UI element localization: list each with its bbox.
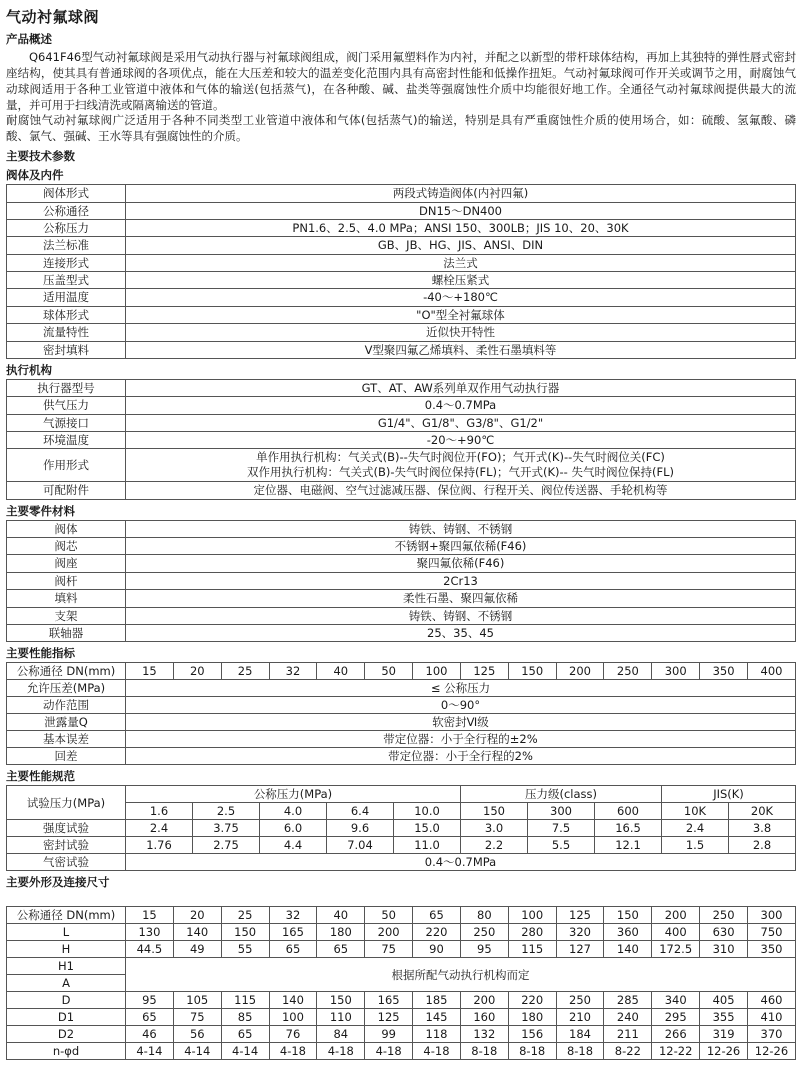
table-row bbox=[7, 202, 796, 219]
actuator-heading: 执行机构 bbox=[6, 362, 52, 377]
dn-value: 32 bbox=[269, 907, 317, 924]
row-value: 软密封Ⅵ级 bbox=[126, 714, 796, 731]
dn-value: 300 bbox=[652, 663, 700, 680]
cell-value: 6.0 bbox=[260, 820, 327, 837]
dn-value: 150 bbox=[604, 907, 652, 924]
cell-value: 180 bbox=[508, 1009, 556, 1026]
cell-value: 460 bbox=[747, 992, 795, 1009]
row-label: D2 bbox=[7, 1026, 126, 1043]
dn-value: 32 bbox=[269, 663, 317, 680]
cell-value: 400 bbox=[652, 924, 700, 941]
cell-value: 84 bbox=[317, 1026, 365, 1043]
dn-value: 200 bbox=[556, 663, 604, 680]
cell-value: 65 bbox=[126, 1009, 174, 1026]
cell-value: 44.5 bbox=[126, 941, 174, 958]
cell-value: 115 bbox=[221, 992, 269, 1009]
row-value: ≤ 公称压力 bbox=[126, 680, 796, 697]
material-table bbox=[6, 520, 796, 643]
row-label: 公称通径 bbox=[7, 202, 126, 219]
cell-value: 4.4 bbox=[260, 837, 327, 854]
row-value: 法兰式 bbox=[126, 254, 796, 271]
row-value: 25、35、45 bbox=[126, 624, 796, 641]
row-label: 供气压力 bbox=[7, 397, 126, 414]
cell-value: 1.76 bbox=[126, 837, 193, 854]
cell-value: 250 bbox=[460, 924, 508, 941]
row-label: 环境温度 bbox=[7, 432, 126, 449]
cell-value: 410 bbox=[747, 1009, 795, 1026]
row-value: 0.4～0.7MPa bbox=[126, 397, 796, 414]
cell-value: 95 bbox=[460, 941, 508, 958]
row-value: 2Cr13 bbox=[126, 572, 796, 589]
row-label: 气源接口 bbox=[7, 414, 126, 431]
cell-value: 295 bbox=[652, 1009, 700, 1026]
row-label: D1 bbox=[7, 1009, 126, 1026]
row-label: 压盖型式 bbox=[7, 272, 126, 289]
cell-value: 140 bbox=[269, 992, 317, 1009]
table-row bbox=[7, 958, 796, 975]
table-row bbox=[7, 924, 796, 941]
cell-value: 150 bbox=[221, 924, 269, 941]
cell-value: 90 bbox=[413, 941, 461, 958]
table-row bbox=[7, 432, 796, 449]
column-header: 4.0 bbox=[260, 803, 327, 820]
cell-value: 85 bbox=[221, 1009, 269, 1026]
cell-value: 340 bbox=[652, 992, 700, 1009]
cell-value: 12-26 bbox=[700, 1043, 748, 1060]
row-label: 密封试验 bbox=[7, 837, 126, 854]
table-row bbox=[7, 837, 796, 854]
table-row bbox=[7, 820, 796, 837]
cell-value: 4-18 bbox=[365, 1043, 413, 1060]
table-row bbox=[7, 1009, 796, 1026]
cell-value: 630 bbox=[700, 924, 748, 941]
row-label: 阀体 bbox=[7, 520, 126, 537]
row-value: 根据所配气动执行机构而定 bbox=[126, 958, 796, 992]
cell-value: 319 bbox=[700, 1026, 748, 1043]
group-header: JIS(K) bbox=[662, 786, 796, 803]
row-label: 联轴器 bbox=[7, 624, 126, 641]
row-value: 铸铁、铸钢、不锈钢 bbox=[126, 520, 796, 537]
cell-value: 8-22 bbox=[604, 1043, 652, 1060]
dn-value: 300 bbox=[747, 907, 795, 924]
table-row bbox=[7, 680, 796, 697]
cell-value: 2.4 bbox=[126, 820, 193, 837]
row-value: -20～+90℃ bbox=[126, 432, 796, 449]
row-value bbox=[126, 449, 796, 482]
cell-value: 75 bbox=[173, 1009, 221, 1026]
actuator-table-body bbox=[7, 379, 796, 499]
table-row bbox=[7, 854, 796, 871]
row-label: n-φd bbox=[7, 1043, 126, 1060]
column-header: 6.4 bbox=[327, 803, 394, 820]
cell-value: 370 bbox=[747, 1026, 795, 1043]
cell-value: 160 bbox=[460, 1009, 508, 1026]
row-label: D bbox=[7, 992, 126, 1009]
cell-value: 355 bbox=[700, 1009, 748, 1026]
cell-value: 250 bbox=[556, 992, 604, 1009]
row-label: 阀体形式 bbox=[7, 185, 126, 202]
cell-value: 750 bbox=[747, 924, 795, 941]
cell-value: 280 bbox=[508, 924, 556, 941]
row-value: 不锈钢+聚四氟依稀(F46) bbox=[126, 538, 796, 555]
cell-value: 4-18 bbox=[269, 1043, 317, 1060]
cell-value: 320 bbox=[556, 924, 604, 941]
cell-value: 2.8 bbox=[729, 837, 796, 854]
row-value: 定位器、电磁阀、空气过滤减压器、保位阀、行程开关、阀位传送器、手轮机构等 bbox=[126, 482, 796, 499]
row-label: 密封填料 bbox=[7, 341, 126, 358]
row-value: DN15～DN400 bbox=[126, 202, 796, 219]
row-value: 铸铁、铸钢、不锈钢 bbox=[126, 607, 796, 624]
performance-heading: 主要性能指标 bbox=[6, 646, 75, 661]
column-header: 10K bbox=[662, 803, 729, 820]
column-header: 300 bbox=[528, 803, 595, 820]
cell-value: 266 bbox=[652, 1026, 700, 1043]
actuator-table bbox=[6, 379, 796, 500]
row-value: GT、AT、AW系列单双作用气动执行器 bbox=[126, 379, 796, 396]
cell-value: 46 bbox=[126, 1026, 174, 1043]
dn-header-label: 公称通径 DN(mm) bbox=[7, 907, 126, 924]
cell-value: 165 bbox=[269, 924, 317, 941]
cell-value: 8-18 bbox=[460, 1043, 508, 1060]
row-value: 聚四氟依稀(F46) bbox=[126, 555, 796, 572]
cell-value: 49 bbox=[173, 941, 221, 958]
cell-value: 210 bbox=[556, 1009, 604, 1026]
row-value: 柔性石墨、聚四氟依稀 bbox=[126, 590, 796, 607]
row-label: 公称压力 bbox=[7, 219, 126, 236]
cell-value: 12-26 bbox=[747, 1043, 795, 1060]
cell-value: 115 bbox=[508, 941, 556, 958]
table-header-row bbox=[7, 907, 796, 924]
row-value: V型聚四氟乙烯填料、柔性石墨填料等 bbox=[126, 341, 796, 358]
cell-value: 4-18 bbox=[413, 1043, 461, 1060]
cell-value: 3.0 bbox=[461, 820, 528, 837]
row-label: 动作范围 bbox=[7, 697, 126, 714]
table-row bbox=[7, 697, 796, 714]
cell-value: 95 bbox=[126, 992, 174, 1009]
cell-value: 127 bbox=[556, 941, 604, 958]
cell-value: 11.0 bbox=[394, 837, 461, 854]
table-row bbox=[7, 482, 796, 499]
row-label: 法兰标准 bbox=[7, 237, 126, 254]
row-label: L bbox=[7, 924, 126, 941]
row-value: G1/4"、G1/8"、G3/8"、G1/2" bbox=[126, 414, 796, 431]
table-row bbox=[7, 992, 796, 1009]
row-value: 近似快开特性 bbox=[126, 324, 796, 341]
dn-value: 25 bbox=[221, 907, 269, 924]
dn-value: 15 bbox=[126, 907, 174, 924]
cell-value: 2.2 bbox=[461, 837, 528, 854]
table-row bbox=[7, 624, 796, 641]
cell-value: 360 bbox=[604, 924, 652, 941]
row-value: 带定位器：小于全行程的2% bbox=[126, 748, 796, 765]
cell-value: 8-18 bbox=[508, 1043, 556, 1060]
table-row bbox=[7, 572, 796, 589]
dn-value: 20 bbox=[173, 663, 221, 680]
row-label: 流量特性 bbox=[7, 324, 126, 341]
cell-value: 130 bbox=[126, 924, 174, 941]
table-row bbox=[7, 520, 796, 537]
valve-body-table-body bbox=[7, 185, 796, 359]
row-label: H1 bbox=[7, 958, 126, 975]
table-row bbox=[7, 237, 796, 254]
cell-value: 9.6 bbox=[327, 820, 394, 837]
column-header: 20K bbox=[729, 803, 796, 820]
row-value: 两段式铸造阀体(内衬四氟) bbox=[126, 185, 796, 202]
column-header: 600 bbox=[595, 803, 662, 820]
column-header: 1.6 bbox=[126, 803, 193, 820]
cell-value: 285 bbox=[604, 992, 652, 1009]
row-label: 阀杆 bbox=[7, 572, 126, 589]
cell-value: 5.5 bbox=[528, 837, 595, 854]
dn-value: 100 bbox=[413, 663, 461, 680]
spec-heading: 主要性能规范 bbox=[6, 769, 75, 784]
table-row bbox=[7, 254, 796, 271]
table-row bbox=[7, 607, 796, 624]
table-row bbox=[7, 289, 796, 306]
dn-value: 200 bbox=[652, 907, 700, 924]
dn-value: 125 bbox=[460, 663, 508, 680]
row-label: 回差 bbox=[7, 748, 126, 765]
table-row bbox=[7, 538, 796, 555]
dn-value: 250 bbox=[700, 907, 748, 924]
cell-value: 310 bbox=[700, 941, 748, 958]
row-label: 基本误差 bbox=[7, 731, 126, 748]
dn-value: 100 bbox=[508, 907, 556, 924]
row-value: 0～90° bbox=[126, 697, 796, 714]
cell-value: 65 bbox=[269, 941, 317, 958]
cell-value: 15.0 bbox=[394, 820, 461, 837]
row-label: 泄露量Q bbox=[7, 714, 126, 731]
table-row bbox=[7, 590, 796, 607]
row-label: 执行器型号 bbox=[7, 379, 126, 396]
table-row bbox=[7, 324, 796, 341]
spec-pressure-table bbox=[6, 785, 796, 871]
cell-value: 4-14 bbox=[173, 1043, 221, 1060]
cell-value: 150 bbox=[317, 992, 365, 1009]
table-row bbox=[7, 941, 796, 958]
cell-value: 7.5 bbox=[528, 820, 595, 837]
row-value: 0.4～0.7MPa bbox=[126, 854, 796, 871]
cell-value: 99 bbox=[365, 1026, 413, 1043]
table-row bbox=[7, 185, 796, 202]
action-form-line-1: 单作用执行机构：气关式(B)--失气时阀位开(FO)；气开式(K)--失气时阀位关(FC) bbox=[256, 450, 665, 465]
cell-value: 220 bbox=[413, 924, 461, 941]
cell-value: 184 bbox=[556, 1026, 604, 1043]
table-row bbox=[7, 714, 796, 731]
cell-value: 55 bbox=[221, 941, 269, 958]
group-header: 压力级(class) bbox=[461, 786, 662, 803]
table-header-row bbox=[7, 803, 796, 820]
cell-value: 75 bbox=[365, 941, 413, 958]
table-row bbox=[7, 306, 796, 323]
row-label: 球体形式 bbox=[7, 306, 126, 323]
cell-value: 118 bbox=[413, 1026, 461, 1043]
table-row bbox=[7, 341, 796, 358]
test-pressure-label: 试验压力(MPa) bbox=[7, 786, 126, 820]
table-row-action-form bbox=[7, 449, 796, 482]
row-label: 强度试验 bbox=[7, 820, 126, 837]
column-header: 150 bbox=[461, 803, 528, 820]
table-row bbox=[7, 555, 796, 572]
cell-value: 350 bbox=[747, 941, 795, 958]
row-label: 连接形式 bbox=[7, 254, 126, 271]
dn-value: 125 bbox=[556, 907, 604, 924]
cell-value: 12.1 bbox=[595, 837, 662, 854]
cell-value: 7.04 bbox=[327, 837, 394, 854]
row-label: 填料 bbox=[7, 590, 126, 607]
cell-value: 56 bbox=[173, 1026, 221, 1043]
cell-value: 211 bbox=[604, 1026, 652, 1043]
dn-value: 350 bbox=[700, 663, 748, 680]
cell-value: 165 bbox=[365, 992, 413, 1009]
dn-value: 25 bbox=[221, 663, 269, 680]
cell-value: 220 bbox=[508, 992, 556, 1009]
dn-header-label: 公称通径 DN(mm) bbox=[7, 663, 126, 680]
row-label: 可配附件 bbox=[7, 482, 126, 499]
body-and-internals-heading: 阀体及内件 bbox=[6, 168, 64, 183]
cell-value: 132 bbox=[460, 1026, 508, 1043]
column-header: 10.0 bbox=[394, 803, 461, 820]
overview-paragraph-1: Q641F46型气动衬氟球阀是采用气动执行器与衬氟球阀组成，阀门采用氟塑料作为内衬，并配之以新型的带杆球体结构，再加上其独特的弹性唇式密封座结构，使其具有普通球阀的各项优点，能在大压差和较大的温差变化范围内具有高密封性能和低操作扭矩。气动衬氟球阀可作开关或调节之用，耐腐蚀气动球阀适用于各种工业管道中液体和气体的输送(包括蒸气)，在各种酸、碱、盐类等强腐蚀性介质中均能很好地工作。全通径气动衬氟球阀提供最大的流量，并可用于扫线清洗或隔离输送的管道。 bbox=[6, 50, 796, 112]
row-label: 支架 bbox=[7, 607, 126, 624]
overview-heading: 产品概述 bbox=[6, 32, 52, 46]
spec-pressure-table-body bbox=[7, 786, 796, 871]
cell-value: 3.75 bbox=[193, 820, 260, 837]
row-label: A bbox=[7, 975, 126, 992]
cell-value: 172.5 bbox=[652, 941, 700, 958]
table-row bbox=[7, 397, 796, 414]
table-row bbox=[7, 414, 796, 431]
row-value: GB、JB、HG、JIS、ANSI、DIN bbox=[126, 237, 796, 254]
cell-value: 125 bbox=[365, 1009, 413, 1026]
row-label: 气密试验 bbox=[7, 854, 126, 871]
material-heading: 主要零件材料 bbox=[6, 503, 75, 518]
row-label: 允许压差(MPa) bbox=[7, 680, 126, 697]
row-value: PN1.6、2.5、4.0 MPa；ANSI 150、300LB；JIS 10、20、30K bbox=[126, 219, 796, 236]
row-value: -40～+180℃ bbox=[126, 289, 796, 306]
cell-value: 4-14 bbox=[126, 1043, 174, 1060]
row-value: "O"型全衬氟球体 bbox=[126, 306, 796, 323]
table-header-row bbox=[7, 663, 796, 680]
dn-value: 50 bbox=[365, 663, 413, 680]
table-row bbox=[7, 1043, 796, 1060]
cell-value: 110 bbox=[317, 1009, 365, 1026]
dn-value: 20 bbox=[173, 907, 221, 924]
cell-value: 65 bbox=[221, 1026, 269, 1043]
table-row bbox=[7, 379, 796, 396]
cell-value: 200 bbox=[365, 924, 413, 941]
table-header-row bbox=[7, 786, 796, 803]
dimensions-spacer bbox=[6, 891, 796, 905]
table-row bbox=[7, 272, 796, 289]
cell-value: 100 bbox=[269, 1009, 317, 1026]
dn-value: 400 bbox=[747, 663, 795, 680]
dimensions-table-body bbox=[7, 907, 796, 1060]
table-row bbox=[7, 1026, 796, 1043]
cell-value: 65 bbox=[317, 941, 365, 958]
cell-value: 1.5 bbox=[662, 837, 729, 854]
row-label: 阀芯 bbox=[7, 538, 126, 555]
table-row bbox=[7, 219, 796, 236]
cell-value: 240 bbox=[604, 1009, 652, 1026]
dn-value: 80 bbox=[460, 907, 508, 924]
cell-value: 76 bbox=[269, 1026, 317, 1043]
cell-value: 140 bbox=[173, 924, 221, 941]
dn-value: 40 bbox=[317, 663, 365, 680]
group-header: 公称压力(MPa) bbox=[126, 786, 461, 803]
column-header: 2.5 bbox=[193, 803, 260, 820]
cell-value: 180 bbox=[317, 924, 365, 941]
cell-value: 4-18 bbox=[317, 1043, 365, 1060]
cell-value: 185 bbox=[413, 992, 461, 1009]
dimensions-heading: 主要外形及连接尺寸 bbox=[6, 875, 110, 890]
cell-value: 405 bbox=[700, 992, 748, 1009]
cell-value: 16.5 bbox=[595, 820, 662, 837]
cell-value: 145 bbox=[413, 1009, 461, 1026]
cell-value: 105 bbox=[173, 992, 221, 1009]
performance-table bbox=[6, 662, 796, 765]
dn-value: 150 bbox=[508, 663, 556, 680]
dn-value: 250 bbox=[604, 663, 652, 680]
cell-value: 156 bbox=[508, 1026, 556, 1043]
cell-value: 8-18 bbox=[556, 1043, 604, 1060]
table-row bbox=[7, 731, 796, 748]
row-label: 适用温度 bbox=[7, 289, 126, 306]
cell-value: 4-14 bbox=[221, 1043, 269, 1060]
action-form-line-2: 双作用执行机构：气关式(B)-失气时阀位保持(FL)；气开式(K)-- 失气时阀位保持(FL) bbox=[247, 465, 674, 480]
row-value: 带定位器：小于全行程的±2% bbox=[126, 731, 796, 748]
overview-paragraph-2: 耐腐蚀气动衬氟球阀广泛适用于各种不同类型工业管道中液体和气体(包括蒸气)的输送，特别是具有严重腐蚀性介质的使用场合，如：硫酸、氢氟酸、磷酸、氯气、强碱、王水等具有强腐蚀性的介质。 bbox=[6, 113, 796, 144]
dimensions-table bbox=[6, 906, 796, 1060]
row-label: H bbox=[7, 941, 126, 958]
page-title: 气动衬氟球阀 bbox=[6, 8, 100, 26]
tech-params-heading: 主要技术参数 bbox=[6, 149, 75, 164]
cell-value: 140 bbox=[604, 941, 652, 958]
cell-value: 2.4 bbox=[662, 820, 729, 837]
dn-value: 50 bbox=[365, 907, 413, 924]
table-row bbox=[7, 748, 796, 765]
performance-table-body bbox=[7, 663, 796, 765]
row-label: 阀座 bbox=[7, 555, 126, 572]
cell-value: 200 bbox=[460, 992, 508, 1009]
cell-value: 2.75 bbox=[193, 837, 260, 854]
dn-value: 40 bbox=[317, 907, 365, 924]
cell-value: 3.8 bbox=[729, 820, 796, 837]
valve-body-table bbox=[6, 184, 796, 359]
row-value: 螺栓压紧式 bbox=[126, 272, 796, 289]
cell-value: 12-22 bbox=[652, 1043, 700, 1060]
dn-value: 65 bbox=[413, 907, 461, 924]
row-label: 作用形式 bbox=[7, 449, 126, 482]
material-table-body bbox=[7, 520, 796, 642]
dn-value: 15 bbox=[126, 663, 174, 680]
